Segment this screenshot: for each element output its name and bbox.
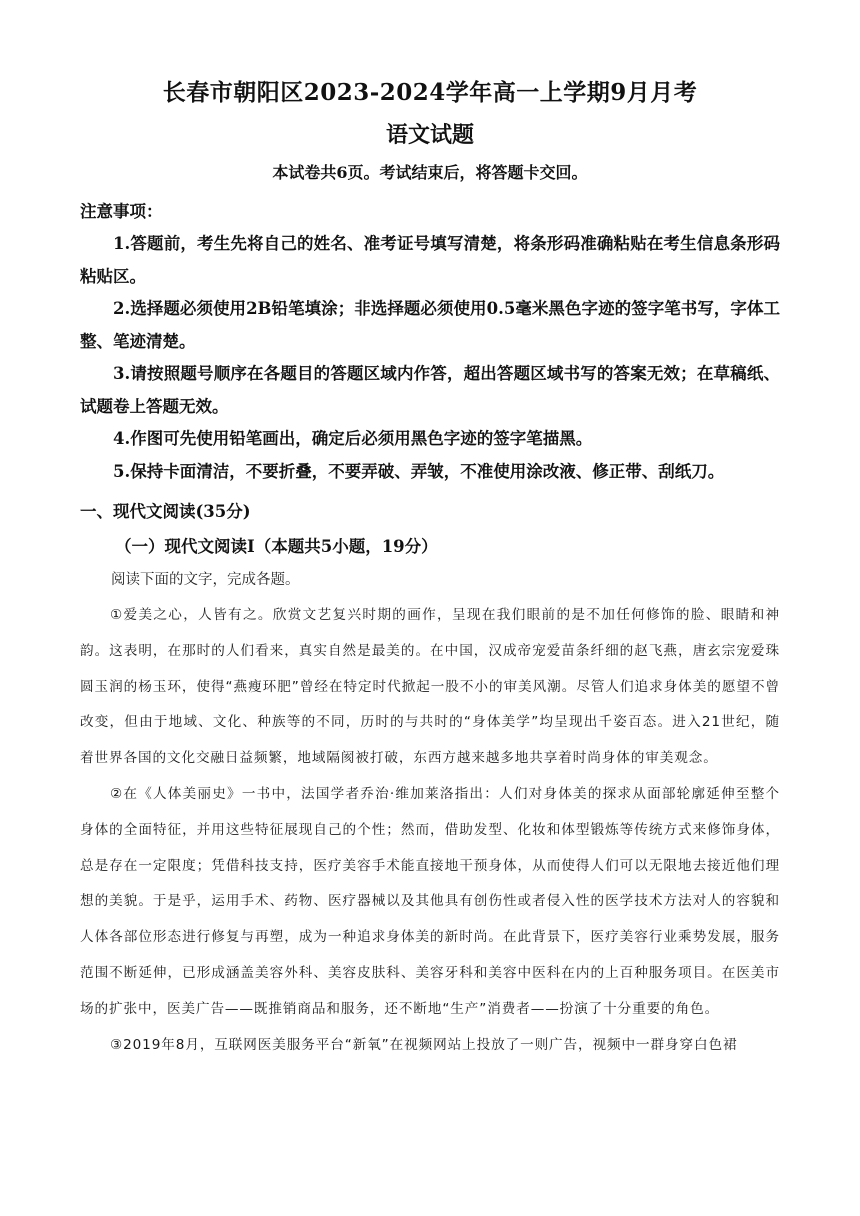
note-item: 2.选择题必须使用2B铅笔填涂；非选择题必须使用0.5毫米黑色字迹的签字笔书写，字体工整、笔迹清楚。 — [80, 299, 780, 351]
note-item: 1.答题前，考生先将自己的姓名、准考证号填写清楚，将条形码准确粘贴在考生信息条形码粘贴区。 — [80, 234, 780, 286]
reading-passage — [80, 598, 780, 1063]
exam-subject: 语文试题 — [385, 122, 474, 148]
notes-heading: 注意事项： — [80, 202, 163, 221]
reading-instruction: 阅读下面的文字，完成各题。 — [111, 572, 300, 588]
note-item: 5.保持卡面清洁，不要折叠，不要弄破、弄皱，不准使用涂改液、修正带、刮纸刀。 — [113, 461, 725, 481]
exam-title: 长春市朝阳区2023-2024学年高一上学期9月月考 — [162, 79, 698, 106]
passage-paragraph: ②在《人体美丽史》一书中，法国学者乔治·维加莱洛指出：人们对身体美的探求从面部轮廓延伸至整个身体的全面特征，并用这些特征展现自己的个性；然而，借助发型、化妆和体型锻炼等传统方式来修饰身体，总是存在一定限度；凭借科技支持，医疗美容手术能直接地干预身体，从而使得人们可以无限地去接近他们理想的美貌。于是乎，运用手术、药物、医疗器械以及其他具有创伤性或者侵入性的医学技术方法对人的容貌和人体各部位形态进行修复与再塑，成为一种追求身体美的新时尚。在此背景下，医疗美容行业乘势发展，服务范围不断延伸，已形成涵盖美容外科、美容皮肤科、美容牙科和美容中医科在内的上百种服务项目。在医美市场的扩张中，医美广告——既推销商品和服务，还不断地“生产”消费者——扮演了十分重要的角色。 — [80, 785, 780, 1017]
note-item: 3.请按照题号顺序在各题目的答题区域内作答，超出答题区域书写的答案无效；在草稿纸、试题卷上答题无效。 — [80, 364, 780, 416]
subsection-heading: （一）现代文阅读Ⅰ（本题共5小题，19分） — [115, 537, 438, 556]
passage-paragraph: ①爱美之心，人皆有之。欣赏文艺复兴时期的画作，呈现在我们眼前的是不加任何修饰的脸、眼睛和神韵。这表明，在那时的人们看来，真实自然是最美的。在中国，汉成帝宠爱苗条纤细的赵飞燕，唐玄宗宠爱珠圆玉润的杨玉环，使得“燕瘦环肥”曾经在特定时代掀起一股不小的审美风潮。尽管人们追求身体美的愿望不曾改变，但由于地域、文化、种族等的不同，历时的与共时的“身体美学”均呈现出千姿百态。进入21世纪，随着世界各国的文化交融日益频繁，地域隔阂被打破，东西方越来越多地共享着时尚身体的审美观念。 — [80, 607, 780, 767]
exam-intro: 本试卷共6页。考试结束后，将答题卡交回。 — [272, 163, 588, 182]
notes-list — [80, 228, 780, 488]
section-heading: 一、现代文阅读(35分) — [80, 502, 251, 521]
note-item: 4.作图可先使用铅笔画出，确定后必须用黑色字迹的签字笔描黑。 — [113, 429, 593, 448]
passage-paragraph: ③2019年8月，互联网医美服务平台“新氧”在视频网站上投放了一则广告，视频中一群身穿白色裙 — [110, 1036, 738, 1053]
